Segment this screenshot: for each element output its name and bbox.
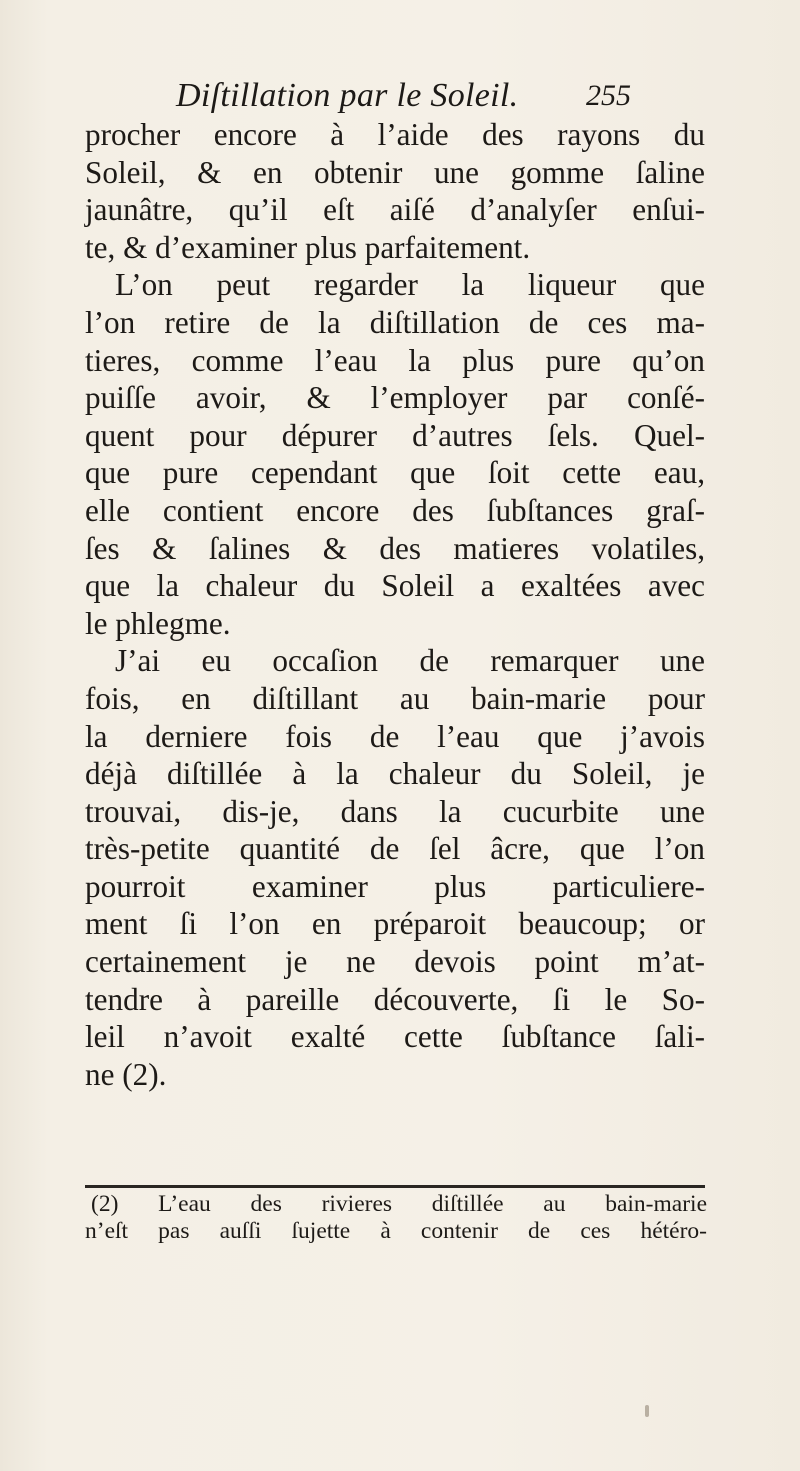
text-line: ne (2). [85, 1056, 167, 1092]
text-line: pourroit examiner plus particuliere- [85, 868, 705, 904]
text-line: fois, en diſtillant au bain-marie pour [85, 680, 705, 716]
text-line: trouvai, dis-je, dans la cucurbite une [85, 793, 705, 829]
text-line: l’on retire de la diſtillation de ces ma- [85, 304, 705, 340]
text-line: Soleil, & en obtenir une gomme ſaline [85, 154, 705, 190]
text-line: que pure cependant que ſoit cette eau, [85, 455, 705, 491]
text-line: procher encore à l’aide des rayons du [85, 117, 705, 152]
text-line: tendre à pareille découverte, ſi le So- [85, 981, 705, 1017]
text-line: te, & d’examiner plus parfaitement. [85, 229, 531, 265]
text-line: leil n’avoit exalté cette ſubſtance ſali- [85, 1019, 705, 1055]
body-text [85, 116, 705, 1093]
text-line: que la chaleur du Soleil a exaltées avec [85, 568, 705, 604]
footnote-line: n’eſt pas auſſi ſujette à contenir de ces hétéro- [85, 1218, 707, 1244]
footnote-rule [85, 1185, 705, 1188]
page-header [176, 72, 631, 120]
running-title: Diſtillation par le Soleil. [176, 77, 519, 114]
text-line: certainement je ne devois point m’at- [85, 944, 705, 980]
text-line: L’on peut regarder la liqueur que [115, 267, 705, 303]
text-line: ment ſi l’on en préparoit beaucoup; or [85, 906, 705, 942]
text-line: ſes & ſalines & des matieres volatiles, [85, 530, 705, 566]
text-line: puiſſe avoir, & l’employer par conſé- [85, 380, 705, 416]
text-line: jaunâtre, qu’il eſt aiſé d’analyſer enſui- [85, 192, 705, 228]
text-line: déjà diſtillée à la chaleur du Soleil, je [85, 756, 705, 792]
text-line: la derniere fois de l’eau que j’avois [85, 718, 705, 754]
text-line: J’ai eu occaſion de remarquer une [115, 643, 705, 679]
footnote [85, 1191, 707, 1245]
text-line: le phlegme. [85, 605, 231, 641]
footnote-line: (2) L’eau des rivieres diſtillée au bain-marie [91, 1191, 707, 1217]
text-line: tieres, comme l’eau la plus pure qu’on [85, 342, 705, 378]
text-line: très-petite quantité de ſel âcre, que l’on [85, 831, 705, 867]
text-line: elle contient encore des ſubſtances graſ- [85, 492, 705, 528]
ink-blot [645, 1405, 649, 1417]
page-number: 255 [586, 79, 631, 112]
text-line: quent pour dépurer d’autres ſels. Quel- [85, 417, 705, 453]
